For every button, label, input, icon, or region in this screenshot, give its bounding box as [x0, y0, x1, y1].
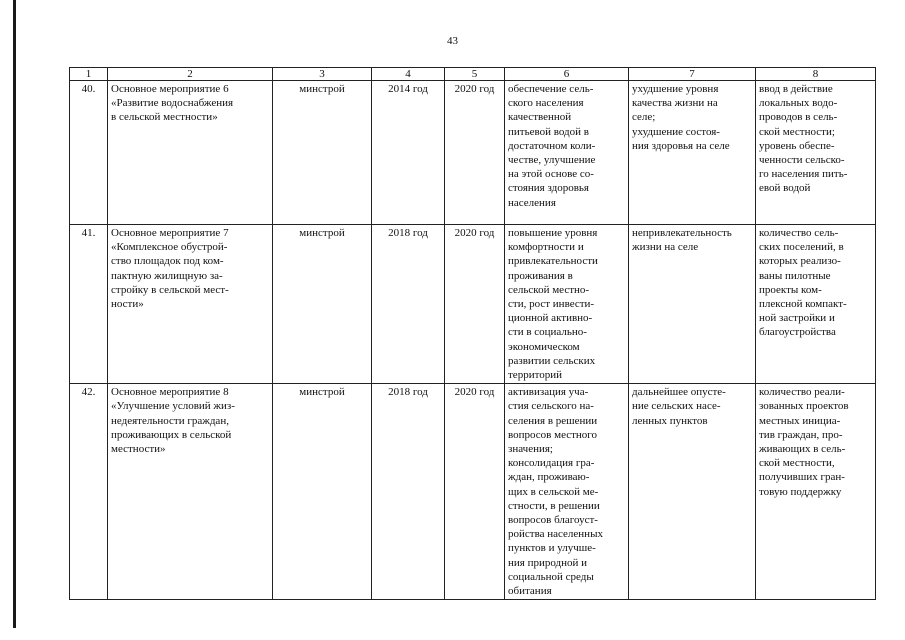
measures-table	[69, 67, 876, 600]
indicators: количество сель- ских поселений, в которых реализо- ваны пилотные проекты ком- плексной компакт- ной застройки и благоустройства	[756, 225, 876, 384]
column-header: 8	[756, 68, 876, 81]
executor: минстрой	[273, 384, 372, 600]
end-year: 2020 год	[445, 81, 505, 225]
column-header: 3	[273, 68, 372, 81]
column-header: 6	[505, 68, 629, 81]
row-number: 41.	[70, 225, 108, 384]
column-header: 4	[372, 68, 445, 81]
row-number: 40.	[70, 81, 108, 225]
measure-name: Основное мероприятие 7 «Комплексное обустрой- ство площадок под ком- пактную жилищную за- стройку в сельской мест- ности»	[108, 225, 273, 384]
measure-name: Основное мероприятие 6 «Развитие водоснабжения в сельской местности»	[108, 81, 273, 225]
indicators: ввод в действие локальных водо- проводов в сель- ской местности; уровень обеспе- ченности сельско- го населения пить- евой водой	[756, 81, 876, 225]
consequences: непривлекательность жизни на селе	[629, 225, 756, 384]
executor: минстрой	[273, 81, 372, 225]
row-number: 42.	[70, 384, 108, 600]
table-row	[70, 81, 876, 225]
consequences: ухудшение уровня качества жизни на селе; ухудшение состоя- ния здоровья на селе	[629, 81, 756, 225]
start-year: 2018 год	[372, 225, 445, 384]
indicators: количество реали- зованных проектов местных инициа- тив граждан, про- живающих в сель- ской местности, получивших гран- товую поддержку	[756, 384, 876, 600]
expected-result: обеспечение сель- ского населения качественной питьевой водой в достаточном коли- честве, улучшение на этой основе со- стояния здоровья населения	[505, 81, 629, 225]
table-row	[70, 384, 876, 600]
expected-result: активизация уча- стия сельского на- селения в решении вопросов местного значения; консолидация гра- ждан, проживаю- щих в сельской ме- стности, в решении вопросов благоуст- ройства населенных пунктов и улучше- ния природной и социальной среды обитания	[505, 384, 629, 600]
column-header: 1	[70, 68, 108, 81]
table-header-row	[70, 68, 876, 81]
column-header: 7	[629, 68, 756, 81]
end-year: 2020 год	[445, 225, 505, 384]
binding-edge-line	[13, 0, 16, 628]
measure-name: Основное мероприятие 8 «Улучшение условий жиз- недеятельности граждан, проживающих в сельской местности»	[108, 384, 273, 600]
column-header: 2	[108, 68, 273, 81]
end-year: 2020 год	[445, 384, 505, 600]
expected-result: повышение уровня комфортности и привлекательности проживания в сельской местно- сти, рост инвести- ционной активно- сти в социально- экономическом развитии сельских территорий	[505, 225, 629, 384]
executor: минстрой	[273, 225, 372, 384]
start-year: 2018 год	[372, 384, 445, 600]
table-row	[70, 225, 876, 384]
start-year: 2014 год	[372, 81, 445, 225]
page-number: 43	[447, 35, 458, 47]
consequences: дальнейшее опусте- ние сельских насе- ленных пунктов	[629, 384, 756, 600]
column-header: 5	[445, 68, 505, 81]
